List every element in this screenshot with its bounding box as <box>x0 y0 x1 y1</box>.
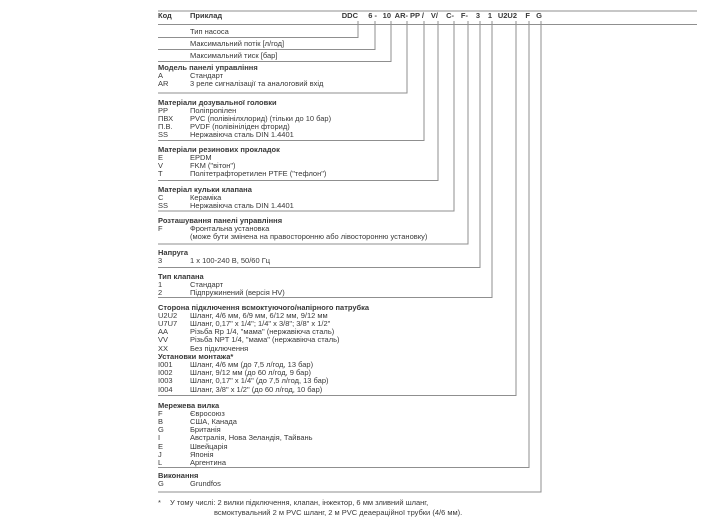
code-cell: I <box>158 433 161 443</box>
code-cell: 1 <box>158 279 163 289</box>
desc-cell: Поліпропілен <box>190 105 237 115</box>
code-segment-valve-ball-material: C- <box>446 11 454 20</box>
desc-cell: Шланг, 4/6 мм (до 7,5 л/год, 13 бар) <box>190 359 314 369</box>
row-max-flow: Максимальний потік [л/год] <box>190 38 285 48</box>
code-cell: ПВХ <box>158 113 174 123</box>
code-cell: F <box>158 223 163 233</box>
type-key-row <box>158 202 588 210</box>
code-cell: П.В. <box>158 122 173 132</box>
code-cell: J <box>158 449 162 459</box>
code-segment-pump-type: DDC <box>341 11 358 20</box>
section-title: Тип клапана <box>158 271 204 281</box>
desc-cell: Різьба NPT 1/4, "мама" (нержавіюча сталь) <box>190 335 340 345</box>
code-cell: B <box>158 416 164 426</box>
code-cell: SS <box>158 200 169 210</box>
code-cell: L <box>158 457 163 467</box>
code-segment-dosing-head-material: PP / <box>409 11 424 20</box>
code-cell: AA <box>158 327 169 337</box>
code-segment-version: G <box>536 11 542 20</box>
desc-cell: Стандарт <box>190 71 224 81</box>
section-voltage <box>158 249 588 265</box>
footnote-line2: всмоктувальний 2 м PVC шланг, 2 м PVC деаераційної трубки (4/6 мм). <box>214 507 463 517</box>
desc-cell: Шланг, 4/6 мм, 6/9 мм, 6/12 мм, 9/12 мм <box>190 310 328 320</box>
section-title: Мережева вилка <box>158 400 220 410</box>
section-control-panel-model <box>158 64 588 89</box>
code-cell: XX <box>158 343 169 353</box>
code-cell: T <box>158 169 163 179</box>
code-column-header: Код <box>158 11 172 20</box>
type-key-row <box>158 233 588 241</box>
section-control-panel-position <box>158 217 588 242</box>
desc-cell: Євросоюз <box>190 408 225 418</box>
desc-cell: PVC (полівінілхлорид) (тільки до 10 бар) <box>190 113 332 123</box>
desc-cell: Підпружинений (версія HV) <box>190 287 285 297</box>
footnote-line1: У тому числі: 2 вилки підключення, клапан, інжектор, 6 мм зливний шланг, <box>170 498 429 507</box>
desc-cell: Різьба Rp 1/4, "мама" (нержавіюча сталь) <box>190 327 335 337</box>
desc-cell: Без підключення <box>190 343 249 353</box>
type-key-row <box>158 170 588 178</box>
code-cell: AR <box>158 79 169 89</box>
desc-cell: EPDM <box>190 152 212 162</box>
code-cell: SS <box>158 130 169 140</box>
section-subtitle: Установки монтажа* <box>158 351 234 361</box>
code-segment-control-panel-model: AR- <box>394 11 408 20</box>
row-pump-type: Тип насоса <box>190 26 229 36</box>
section-title: Модель панелі управління <box>158 63 258 72</box>
code-cell: PP <box>158 105 169 115</box>
type-key-row <box>158 386 588 394</box>
type-key-row <box>158 80 588 88</box>
code-segment-max-pressure: 10 <box>382 11 391 20</box>
code-cell: 3 <box>158 255 163 265</box>
code-cell: V <box>158 160 164 170</box>
code-cell: I004 <box>158 384 173 394</box>
footnote <box>158 498 462 517</box>
section-version <box>158 472 588 488</box>
desc-cell: 1 x 100-240 В, 50/60 Гц <box>190 255 271 265</box>
code-segment-mains-plug: F <box>525 11 530 20</box>
code-cell: E <box>158 152 164 162</box>
desc-cell: Фронтальна установка <box>190 223 270 233</box>
code-cell: 2 <box>158 287 163 297</box>
desc-cell: Політетрафторетилен PTFE ("тефлон") <box>190 169 327 179</box>
desc-cell: США, Канада <box>190 416 237 426</box>
type-key-row <box>158 480 588 488</box>
code-cell: I001 <box>158 359 173 369</box>
footnote-marker: * <box>158 498 161 507</box>
desc-cell: (може бути змінена на правосторонню або лівосторонню установку) <box>190 231 428 241</box>
section-valve-type <box>158 273 588 298</box>
desc-cell: Шланг, 9/12 мм (до 60 л/год, 9 бар) <box>190 368 311 378</box>
code-cell: VV <box>158 335 169 345</box>
code-cell: I003 <box>158 376 173 386</box>
section-valve-ball-material <box>158 186 588 211</box>
desc-cell: Австралія, Нова Зеландія, Тайвань <box>190 433 313 443</box>
code-segment-connection-side: U2U2 <box>497 11 517 20</box>
desc-cell: Аргентина <box>190 457 226 467</box>
desc-cell: Британія <box>190 425 221 435</box>
code-cell: E <box>158 441 164 451</box>
desc-cell: Шланг, 0,17" x 1/4" (до 7,5 л/год, 13 бар) <box>190 376 329 386</box>
section-dosing-head-materials <box>158 99 588 140</box>
type-key-row <box>158 418 588 426</box>
desc-cell: Шланг, 3/8" x 1/2" (до 60 л/год, 10 бар) <box>190 384 323 394</box>
section-title: Матеріали дозувальної головки <box>158 97 277 107</box>
code-segment-max-flow: 6 - <box>368 11 377 20</box>
desc-cell: Швейцарія <box>190 441 228 451</box>
desc-cell: PVDF (полівініліден фторид) <box>190 122 290 132</box>
code-segment-control-panel-position: F- <box>460 11 468 20</box>
section-title: Сторона підключення всмоктуючого/напірного патрубка <box>158 302 370 312</box>
row-max-pressure: Максимальний тиск [бар] <box>190 50 278 60</box>
section-title: Напруга <box>158 247 189 257</box>
type-key-row <box>158 443 588 451</box>
code-cell: G <box>158 478 164 488</box>
code-segment-gasket-material: V/ <box>430 11 438 20</box>
code-cell: U7U7 <box>158 318 178 328</box>
desc-cell: Кераміка <box>190 192 222 202</box>
type-key-row <box>158 131 588 139</box>
code-segment-valve-type: 1 <box>487 11 492 20</box>
code-cell: A <box>158 71 164 81</box>
desc-cell: Нержавіюча сталь DIN 1.4401 <box>190 130 294 140</box>
desc-cell: Шланг, 0,17" x 1/4"; 1/4" x 3/8"; 3/8" x 1/2" <box>190 318 331 328</box>
section-title: Виконання <box>158 470 199 480</box>
code-cell: G <box>158 425 164 435</box>
section-connection-side <box>158 304 588 394</box>
desc-cell: Grundfos <box>190 478 221 488</box>
code-cell: F <box>158 408 163 418</box>
section-title: Матеріали резинових прокладок <box>158 144 280 154</box>
type-key-row <box>158 459 588 467</box>
section-title: Матеріал кульки клапана <box>158 184 252 194</box>
type-key-row <box>158 257 588 265</box>
section-title: Розташування панелі управління <box>158 215 283 225</box>
desc-cell: Японія <box>190 449 214 459</box>
code-segment-voltage: 3 <box>475 11 480 20</box>
code-cell: C <box>158 192 164 202</box>
example-column-header: Приклад <box>190 11 223 20</box>
type-key-row <box>158 345 588 353</box>
type-key-row <box>158 289 588 297</box>
code-cell: I002 <box>158 368 173 378</box>
section-gasket-materials <box>158 146 588 179</box>
desc-cell: FKM ("вітон") <box>190 160 236 170</box>
connector-pump-type <box>158 21 358 38</box>
section-mains-plug <box>158 402 588 468</box>
desc-cell: Стандарт <box>190 279 224 289</box>
desc-cell: 3 реле сигналізації та аналоговий вхід <box>190 79 324 89</box>
desc-cell: Нержавіюча сталь DIN 1.4401 <box>190 200 294 210</box>
code-cell: U2U2 <box>158 310 178 320</box>
